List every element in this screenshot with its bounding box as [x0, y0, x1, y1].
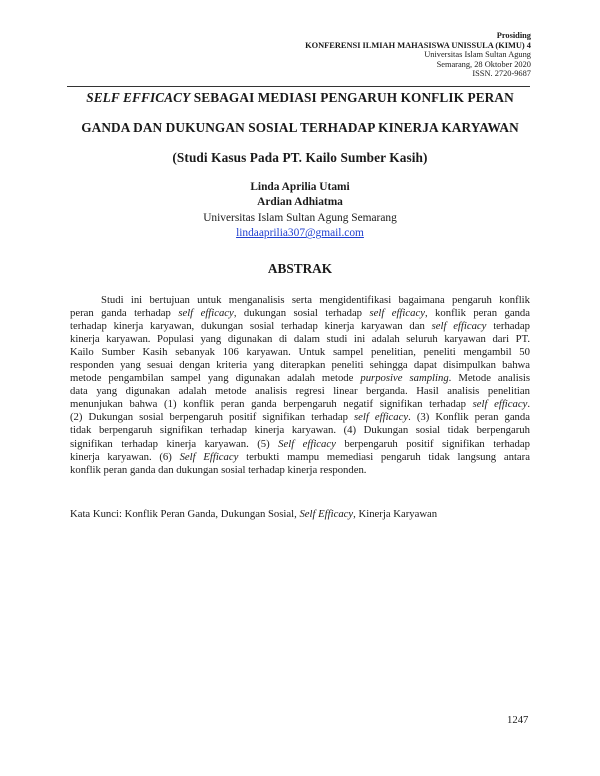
abstract-line	[70, 451, 530, 464]
author-affiliation: Universitas Islam Sultan Agung Semarang	[203, 211, 397, 224]
text-segment: terbukti mampu memediasi pengaruh tidak langsung antara	[238, 450, 530, 463]
header-date: Semarang, 28 Oktober 2020	[436, 59, 531, 69]
author-email-link[interactable]: lindaaprilia307@gmail.com	[236, 227, 364, 240]
italic-term: Self efficacy	[278, 437, 336, 450]
header-conference-name: KONFERENSI ILMIAH MAHASISWA UNISSULA (KIMU) 4	[305, 40, 531, 50]
keywords-label: Kata Kunci:	[70, 508, 125, 520]
text-segment: terhadap kinerja karyawan, dukungan sosial terhadap kinerja karyawan dan	[70, 320, 432, 333]
text-segment: responden yang sesuai dengan kriteria yang diterapkan peneliti sehingga dapat disimpulkan bahwa	[70, 359, 530, 372]
abstract-line	[70, 398, 530, 411]
text-segment: (2) Dukungan sosial berpengaruh positif signifikan terhadap	[70, 411, 354, 424]
header-issn: ISSN. 2720-9687	[472, 69, 531, 79]
title-rest: SEBAGAI MEDIASI PENGARUH KONFLIK PERAN	[190, 90, 514, 105]
author-name-1: Linda Aprilia Utami	[250, 181, 350, 193]
text-segment: konflik peran ganda dan dukungan sosial terhadap kinerja responden.	[70, 463, 367, 476]
text-segment: . Metode analisis	[448, 372, 530, 385]
abstract-body	[70, 294, 530, 477]
abstract-line	[70, 346, 530, 359]
abstract-line	[70, 333, 530, 346]
italic-term: self efficacy	[354, 411, 409, 424]
header-prosiding: Prosiding	[496, 31, 531, 40]
text-segment: signifikan terhadap kinerja karyawan. (5)	[70, 437, 279, 450]
italic-term: self efficacy	[472, 398, 528, 411]
text-segment: menunjukan bahwa (1) konflik peran ganda berpengaruh negatif signifikan terhadap	[70, 398, 473, 411]
italic-term: self efficacy	[178, 307, 234, 320]
text-segment: peran ganda terhadap	[70, 307, 179, 320]
italic-term: Self Efficacy	[179, 450, 239, 463]
keyword-text: , Kinerja Karyawan	[353, 508, 438, 520]
keyword-italic: Self Efficacy	[299, 508, 354, 520]
abstract-line	[70, 294, 530, 307]
text-segment: kinerja karyawan. Populasi yang digunakan di dalam studi ini adalah seluruh karyawan dari PT.	[70, 333, 530, 346]
abstract-line	[70, 424, 530, 437]
abstract-line	[70, 385, 530, 398]
text-segment: Kailo Sumber Kasih sebanyak 106 karyawan. Untuk sampel penelitian, peneliti mengambil 50	[70, 346, 530, 359]
header-university: Universitas Islam Sultan Agung	[424, 50, 531, 60]
text-segment: tidak berpengaruh signifikan terhadap kinerja karyawan. (4) Dukungan sosial tidak berpengaruh	[70, 424, 530, 437]
text-segment: metode pengambilan sampel yang digunakan adalah metode	[70, 372, 361, 385]
paper-title-line1	[60, 90, 540, 106]
author-name-2: Ardian Adhiatma	[257, 196, 343, 209]
text-segment: Studi ini bertujuan untuk menganalisis serta mengidentifikasi bagaimana pengaruh konflik	[101, 294, 530, 306]
paper-title-line2: GANDA DAN DUKUNGAN SOSIAL TERHADAP KINERJA KARYAWAN	[81, 120, 519, 135]
abstract-line	[70, 438, 530, 451]
paper-subtitle: (Studi Kasus Pada PT. Kailo Sumber Kasih)	[172, 150, 428, 165]
abstract-line	[70, 307, 530, 320]
text-segment: .	[527, 398, 530, 411]
italic-term: self efficacy	[431, 320, 487, 333]
header-rule	[67, 86, 530, 87]
title-italic-part: SELF EFFICACY	[86, 90, 191, 105]
keyword-text: Konflik Peran Ganda, Dukungan Sosial,	[124, 508, 300, 520]
abstract-line	[70, 411, 530, 424]
conference-header	[305, 31, 531, 79]
author-block	[0, 180, 600, 242]
page-number: 1247	[507, 714, 529, 726]
abstract-line	[70, 464, 530, 477]
keywords-line	[70, 508, 437, 520]
text-segment: , konflik peran ganda	[424, 307, 531, 320]
text-segment: terhadap	[486, 320, 530, 333]
abstract-line	[70, 372, 530, 385]
italic-term: purposive sampling	[360, 372, 449, 385]
text-segment: , dukungan sosial terhadap	[233, 307, 370, 320]
text-segment: data yang digunakan adalah metode analisis regresi linear berganda. Hasil analisis penelitian	[70, 385, 530, 398]
text-segment: kinerja karyawan. (6)	[70, 450, 180, 463]
abstract-heading: ABSTRAK	[267, 261, 333, 276]
italic-term: self efficacy	[369, 307, 425, 320]
abstract-line	[70, 359, 530, 372]
text-segment: . (3) Konflik peran ganda	[408, 411, 530, 424]
abstract-line	[70, 320, 530, 333]
text-segment: berpengaruh positif signifikan terhadap	[335, 437, 530, 450]
